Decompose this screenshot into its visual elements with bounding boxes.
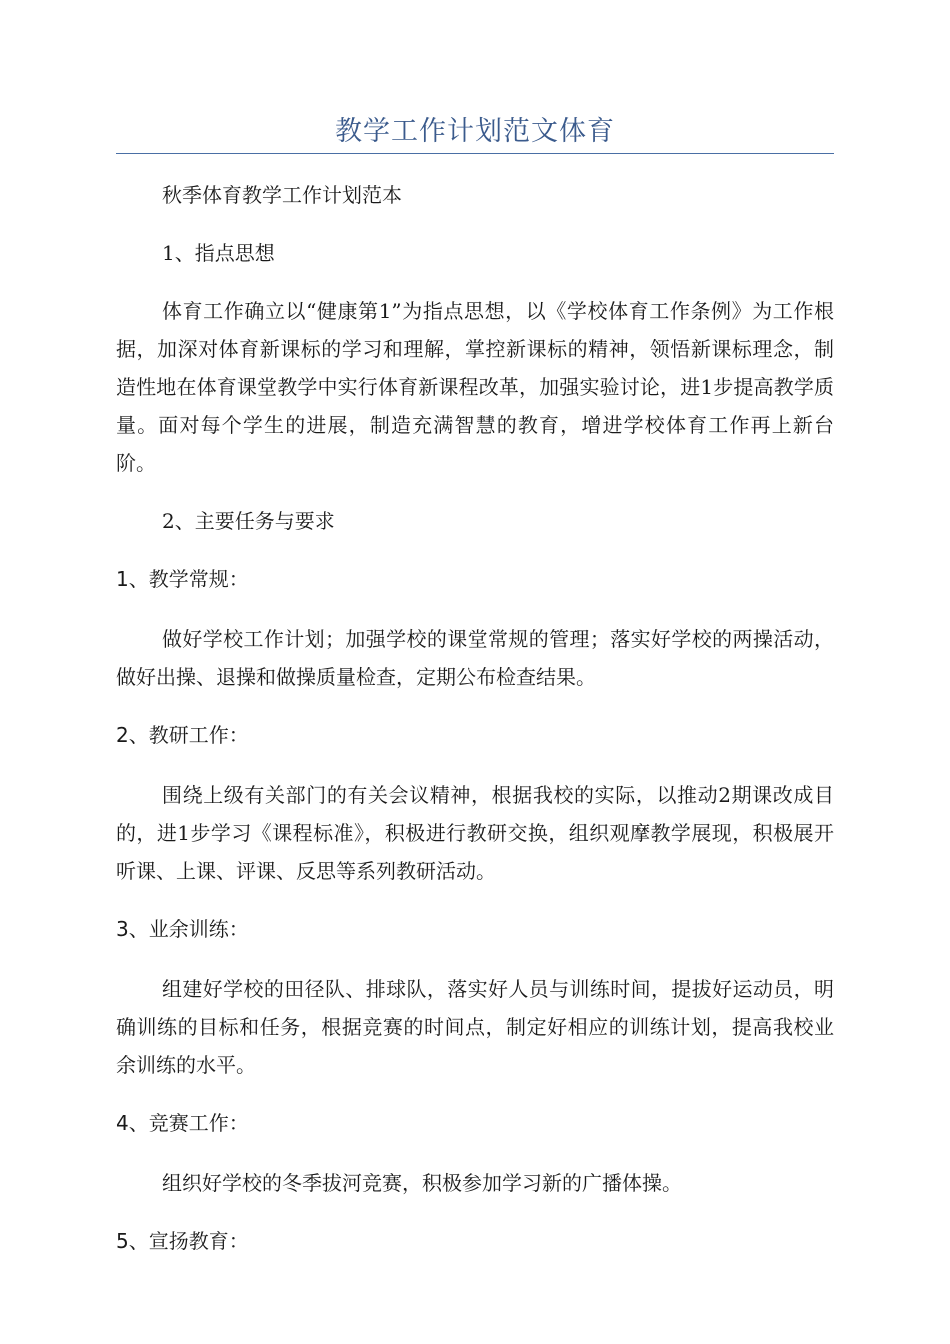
title-underline bbox=[116, 153, 834, 154]
item-heading-teaching-research: 2、教研工作： bbox=[116, 723, 249, 747]
section-heading-main-tasks: 2、主要任务与要求 bbox=[162, 509, 335, 533]
item-heading-competition: 4、竞赛工作： bbox=[116, 1111, 249, 1135]
body-paragraph-teaching-routine: 做好学校工作计划；加强学校的课堂常规的管理；落实好学校的两操活动，做好出操、退操和做操质量检查，定期公布检查结果。 bbox=[116, 627, 834, 689]
document-body bbox=[116, 176, 834, 1260]
document-title: 教学工作计划范文体育 bbox=[335, 116, 615, 147]
item-heading-amateur-training: 3、业余训练： bbox=[116, 917, 249, 941]
body-paragraph-amateur-training: 组建好学校的田径队、排球队，落实好人员与训练时间，提拔好运动员，明确训练的目标和任务，根据竞赛的时间点，制定好相应的训练计划，提高我校业余训练的水平。 bbox=[116, 977, 834, 1077]
subtitle-paragraph: 秋季体育教学工作计划范本 bbox=[162, 183, 402, 207]
item-heading-publicity: 5、宣扬教育： bbox=[116, 1229, 249, 1253]
body-paragraph-competition: 组织好学校的冬季拔河竞赛，积极参加学习新的广播体操。 bbox=[162, 1171, 682, 1195]
body-paragraph-teaching-research: 围绕上级有关部门的有关会议精神，根据我校的实际，以推动2期课改成目的，进1步学习《课程标准》，积极进行教研交换，组织观摩教学展现，积极展开听课、上课、评课、反思等系列教研活动。 bbox=[116, 783, 834, 883]
section-heading-guiding-thought: 1、指点思想 bbox=[162, 241, 275, 265]
body-paragraph-guiding-thought: 体育工作确立以“健康第1”为指点思想，以《学校体育工作条例》为工作根据，加深对体育新课标的学习和理解，掌控新课标的精神，领悟新课标理念，制造性地在体育课堂教学中实行体育新课程改革，加强实验讨论，进1步提高教学质量。面对每个学生的进展，制造充满智慧的教育，增进学校体育工作再上新台阶。 bbox=[116, 299, 834, 475]
item-heading-teaching-routine: 1、教学常规： bbox=[116, 567, 249, 591]
